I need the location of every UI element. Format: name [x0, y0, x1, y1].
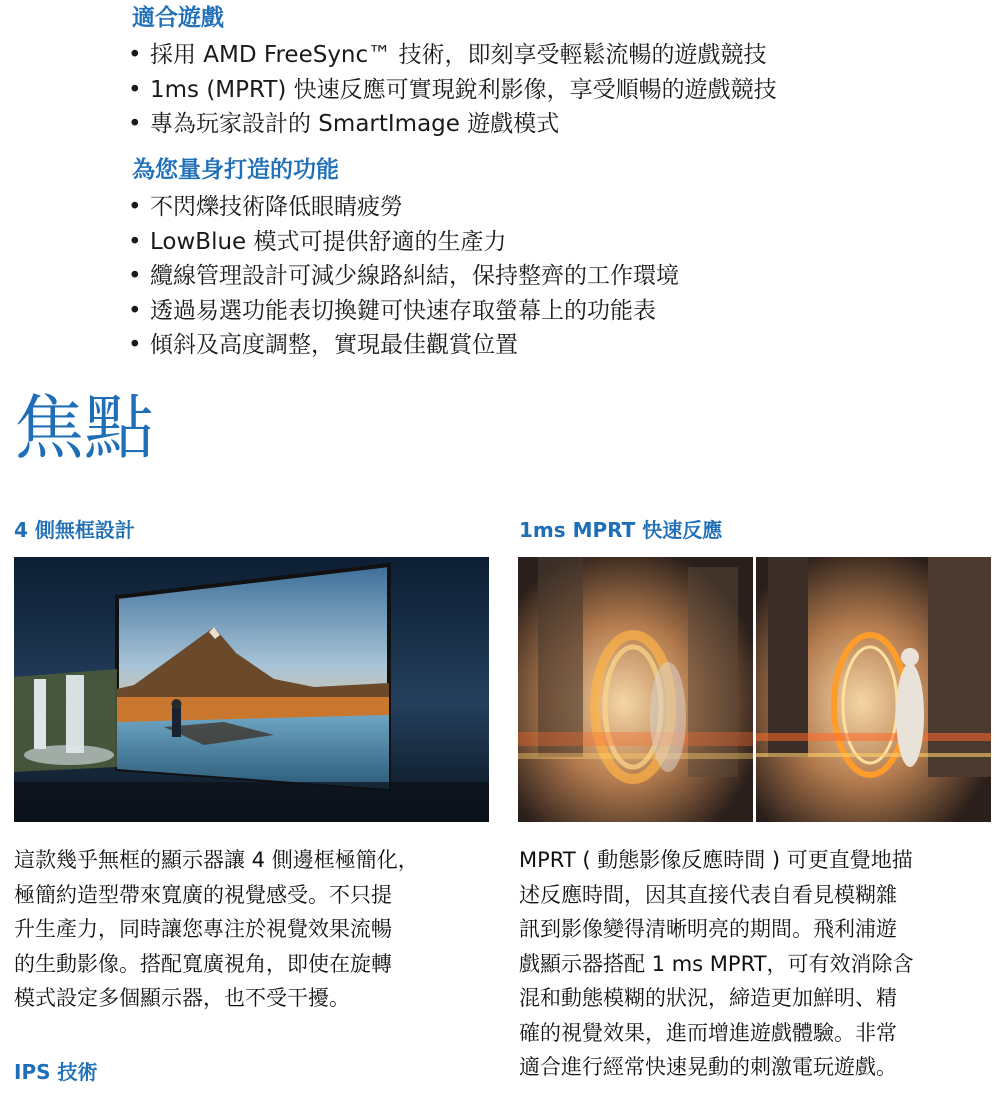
- frameless-description: 這款幾乎無框的顯示器讓 4 側邊框極簡化， 極簡約造型帶來寬廣的視覺感受。不只提 升生產力，同時讓您專注於視覺效果流暢 的生動影像。搭配寬廣視角，即使在旋轉 模式設定多個顯示器，也不受干擾。: [14, 848, 419, 1010]
- ips-heading: IPS 技術: [14, 1060, 98, 1084]
- list-item: • 傾斜及高度調整，實現最佳觀賞位置: [128, 332, 518, 358]
- list-item: • 透過易選功能表切換鍵可快速存取螢幕上的功能表: [128, 297, 656, 324]
- mprt-description: MPRT ( 動態影像反應時間 ) 可更直覺地描 述反應時間，因其直接代表自看見模糊雜 訊到影像變得清晰明亮的期間。飛利浦遊 戲顯示器搭配 1 ms MPRT，可有效消除含 混和動態模糊的狀況，締造更加鮮明、精 確的視覺效果，進而增進遊戲體驗。非常 適合進行經常快速晃動的刺激電玩遊戲。: [519, 848, 914, 1079]
- gaming-heading: 適合遊戲: [132, 5, 224, 31]
- list-item: • 不閃爍技術降低眼睛疲勞: [128, 194, 403, 220]
- mprt-comparison-image: [518, 557, 991, 822]
- gaming-list: [122, 38, 777, 142]
- list-item: • LowBlue 模式可提供舒適的生產力: [128, 228, 507, 255]
- custom-features-heading: 為您量身打造的功能: [132, 157, 339, 183]
- mprt-heading: 1ms MPRT 快速反應: [519, 518, 723, 542]
- highlights-title: 焦點: [14, 387, 154, 469]
- list-item: • 採用 AMD FreeSync™ 技術，即刻享受輕鬆流暢的遊戲競技: [128, 42, 767, 68]
- list-item: • 1ms (MPRT) 快速反應可實現銳利影像，享受順暢的遊戲競技: [128, 76, 777, 103]
- list-item: • 纜線管理設計可減少線路糾結，保持整齊的工作環境: [128, 263, 679, 289]
- custom-features-list: [122, 190, 679, 363]
- frameless-monitor-image: [14, 557, 489, 822]
- frameless-heading: 4 側無框設計: [14, 518, 135, 542]
- list-item: • 專為玩家設計的 SmartImage 遊戲模式: [128, 111, 560, 137]
